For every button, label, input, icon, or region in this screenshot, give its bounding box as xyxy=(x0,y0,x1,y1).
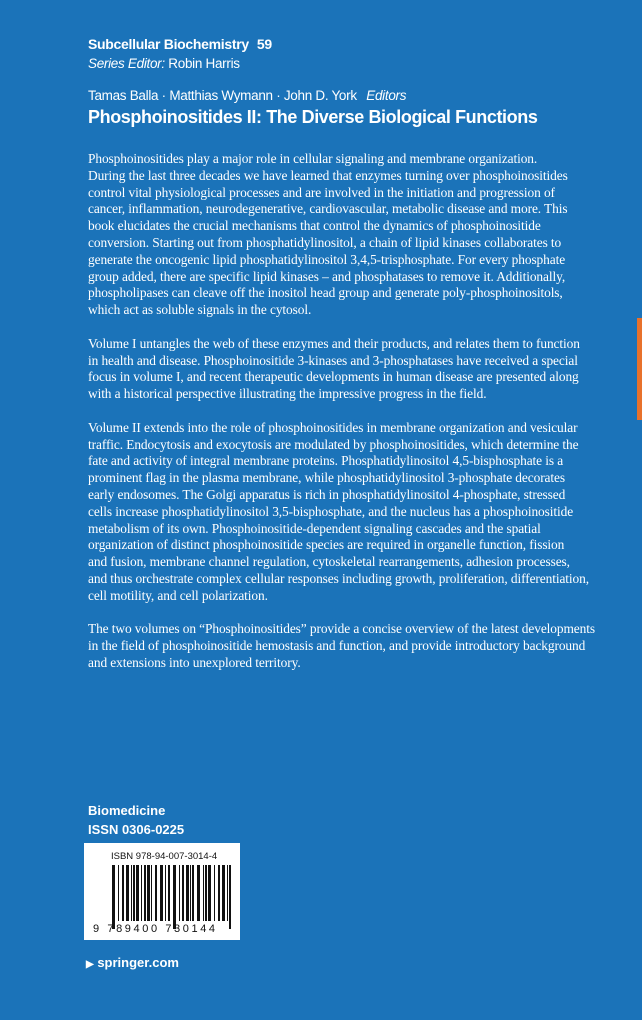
text-line: organization of distinct phosphoinositide species are required in organelle function, fission xyxy=(88,537,565,553)
barcode-bar xyxy=(197,865,200,921)
text-line: control vital physiological processes and are involved in the initiation and progression of xyxy=(88,184,555,200)
barcode-bars xyxy=(112,865,234,929)
barcode-bar xyxy=(205,865,207,921)
text-line: During the last three decades we have learned that enzymes turning over phosphoinositides xyxy=(88,167,568,183)
book-title: Phosphoinositides II: The Diverse Biological Functions xyxy=(88,107,538,127)
barcode-bar xyxy=(160,865,163,921)
barcode-bar xyxy=(131,865,132,921)
text-line: focus in volume I, and recent therapeutic developments in human disease are presented along xyxy=(88,369,579,385)
series-title xyxy=(88,36,272,52)
barcode-bar xyxy=(222,865,225,921)
barcode-bar xyxy=(126,865,129,921)
series-editor-name: Robin Harris xyxy=(168,56,240,71)
barcode-bar xyxy=(186,865,189,921)
isbn-text: ISBN 978-94-007-3014-4 xyxy=(111,851,218,862)
barcode-bar xyxy=(227,865,228,921)
barcode-bar xyxy=(144,865,146,921)
barcode-bar xyxy=(168,865,170,921)
barcode-bar xyxy=(179,865,180,921)
text-line: generate the oncogenic lipid phosphatidylinositol 3,4,5-trisphosphate. For every phosphate xyxy=(88,251,566,267)
text-line: prominent flag in the plasma membrane, while phosphatidylinositol 3-phosphate decorates xyxy=(88,470,565,486)
barcode-bar xyxy=(208,865,211,921)
website-text: springer.com xyxy=(97,955,179,970)
barcode-bar xyxy=(141,865,142,921)
barcode-bar xyxy=(136,865,139,921)
barcode-bar xyxy=(214,865,215,921)
series-editor xyxy=(88,56,240,71)
editors-label: Editors xyxy=(366,88,407,103)
accent-strip xyxy=(637,318,642,420)
barcode-bar xyxy=(190,865,191,921)
triangle-right-icon: ▶ xyxy=(86,959,94,970)
text-line: Volume II extends into the role of phosphoinositides in membrane organization and vesicular xyxy=(88,419,578,435)
blurb xyxy=(88,151,628,689)
text-line: cancer, inflammation, neurodegenerative, cardiovascular, metabolic disease and more. This xyxy=(88,201,568,217)
text-line: and thus orchestrate complex cellular responses including growth, proliferation, differentiation, xyxy=(88,570,589,586)
text-line: Phosphoinositides play a major role in cellular signaling and membrane organization. xyxy=(88,151,538,166)
barcode-bar xyxy=(182,865,184,921)
barcode-bar xyxy=(151,865,152,921)
barcode-bar xyxy=(147,865,150,921)
barcode-bar xyxy=(192,865,194,921)
editor-names: Tamas Balla · Matthias Wymann · John D. York xyxy=(88,88,357,103)
text-line: conversion. Starting out from phosphatidylinositol, a chain of lipid kinases collaborates to xyxy=(88,234,562,250)
text-line: metabolism of its own. Phosphoinositide-dependent signaling cascades and the spatial xyxy=(88,520,541,536)
barcode-bar xyxy=(203,865,204,921)
subject-category: Biomedicine xyxy=(88,803,166,818)
text-line: cells increase phosphatidylinositol 3,5-bisphosphate, and the nucleus has a phosphoinositide xyxy=(88,503,574,519)
text-line: cell motility, and cell polarization. xyxy=(88,587,268,603)
text-line: The two volumes on “Phosphoinositides” provide a concise overview of the latest developments xyxy=(88,621,595,637)
text-line: in the field of phosphoinositide hemostasis and function, and provide introductory background xyxy=(88,638,586,654)
text-line: in health and disease. Phosphoinositide 3-kinases and 3-phosphatases have received a special xyxy=(88,352,578,368)
barcode-bar xyxy=(218,865,220,921)
text-line: and fusion, membrane channel regulation, cytoskeletal rearrangements, adhesion processes, xyxy=(88,554,570,570)
text-line: book elucidates the crucial mechanisms that control the dynamics of phosphoinositide xyxy=(88,218,541,234)
barcode-digits: 9 789400 730144 xyxy=(93,923,218,935)
paragraph xyxy=(88,420,628,605)
barcode-bar xyxy=(112,865,115,929)
barcode-bar xyxy=(133,865,135,921)
text-line: which act as soluble signals in the cytosol. xyxy=(88,302,312,318)
series-number: 59 xyxy=(256,36,272,52)
barcode-bar xyxy=(165,865,166,921)
text-line: with a historical perspective illustrating the impressive progress in the field. xyxy=(88,386,487,402)
text-line: phospholipases can cleave off the inositol head group and generate poly-phosphoinositols, xyxy=(88,285,563,301)
paragraph xyxy=(88,151,628,319)
text-line: traffic. Endocytosis and exocytosis are modulated by phosphoinositides, which determine the xyxy=(88,436,579,452)
barcode-bar xyxy=(173,865,176,929)
barcode-bar xyxy=(155,865,157,921)
text-line: fate and activity of integral membrane proteins. Phosphatidylinositol 4,5-bisphosphate is a xyxy=(88,453,564,469)
issn: ISSN 0306-0225 xyxy=(88,822,185,837)
text-line: Volume I untangles the web of these enzymes and their products, and relates them to function xyxy=(88,335,580,351)
isbn-barcode xyxy=(84,843,240,940)
text-line: and extensions into unexplored territory. xyxy=(88,654,301,670)
barcode-bar xyxy=(229,865,231,929)
paragraph xyxy=(88,621,628,671)
series-editor-label: Series Editor: xyxy=(88,56,165,71)
text-line: group added, there are specific lipid kinases – and phosphatases to remove it. Additionally, xyxy=(88,268,566,284)
barcode-bar xyxy=(122,865,124,921)
book-editors xyxy=(88,88,406,103)
series-name: Subcellular Biochemistry xyxy=(88,36,249,52)
paragraph xyxy=(88,336,628,403)
text-line: early endosomes. The Golgi apparatus is rich in phosphatidylinositol 4-phosphate, stressed xyxy=(88,486,566,502)
barcode-bar xyxy=(118,865,119,921)
springer-link[interactable] xyxy=(86,955,179,970)
